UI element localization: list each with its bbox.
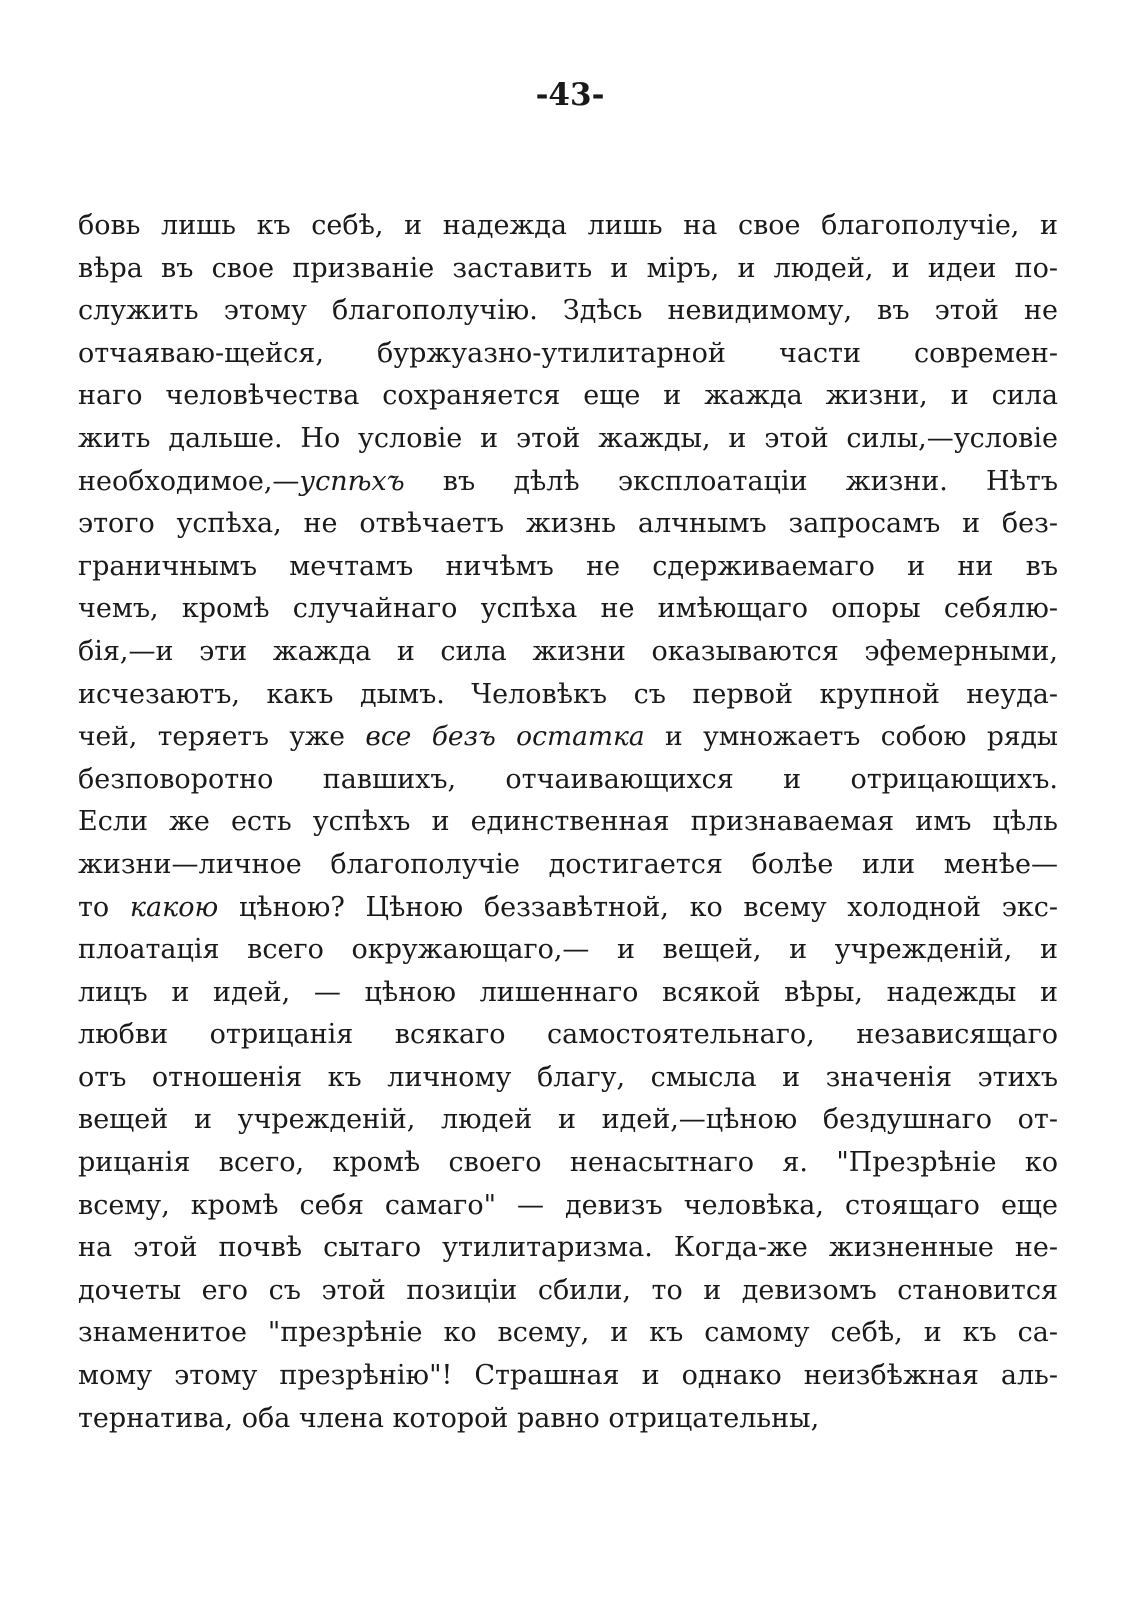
italic-text-segment: успѣхъ <box>299 465 405 497</box>
text-line <box>78 503 1058 546</box>
text-line <box>78 546 1058 589</box>
text-segment: жить дальше. Но условіе и этой жажды, и этой силы,—условіе <box>78 422 1058 454</box>
text-segment: дочеты его съ этой позиціи сбили, то и девизомъ становится <box>78 1274 1058 1306</box>
text-segment: чей, теряетъ уже <box>78 721 366 753</box>
text-segment: этого успѣха, не отвѣчаетъ жизнь алчнымъ запросамъ и без- <box>78 508 1058 540</box>
text-segment: граничнымъ мечтамъ ничѣмъ не сдерживаемаго и ни въ <box>78 550 1058 582</box>
text-segment: отъ отношенія къ личному благу, смысла и значенія этихъ <box>78 1061 1058 1093</box>
text-line <box>78 1355 1058 1398</box>
text-line <box>78 461 1058 504</box>
text-segment: отчаяваю-щейся, буржуазно-утилитарной части современ- <box>78 337 1058 369</box>
page-number: -43- <box>535 77 605 113</box>
text-line <box>78 1270 1058 1313</box>
text-segment: Если же есть успѣхъ и единственная признаваемая имъ цѣль <box>78 806 1058 838</box>
text-segment: и умножаетъ собою ряды <box>644 721 1058 753</box>
text-segment: всему, кромѣ себя самаго" — девизъ человѣка, стоящаго еще <box>78 1189 1058 1221</box>
text-line <box>78 1312 1058 1355</box>
text-segment: мому этому презрѣнію"! Страшная и однако неизбѣжная аль- <box>78 1360 1058 1392</box>
text-line <box>78 674 1058 717</box>
text-segment: бія,—и эти жажда и сила жизни оказываются эфемерными, <box>78 635 1058 667</box>
text-segment: безповоротно павшихъ, отчаивающихся и отрицающихъ. <box>78 763 1058 795</box>
text-segment: то <box>78 891 130 923</box>
text-line <box>78 801 1058 844</box>
text-segment: наго человѣчества сохраняется еще и жажда жизни, и сила <box>78 380 1058 412</box>
text-segment: знаменитое "презрѣніе ко всему, и къ самому себѣ, и къ са- <box>78 1317 1058 1349</box>
text-segment: вѣра въ свое призваніе заставить и міръ, и людей, и идеи по- <box>78 252 1058 284</box>
text-segment: любви отрицанія всякаго самостоятельнаго, независящаго <box>78 1019 1058 1051</box>
text-segment: цѣною? Цѣною беззавѣтной, ко всему холодной экс- <box>218 891 1058 923</box>
text-line <box>78 887 1058 930</box>
text-segment: жизни—личное благополучіе достигается болѣе или менѣе— <box>78 848 1058 880</box>
text-line <box>78 1142 1058 1185</box>
text-segment: необходимое,— <box>78 465 300 497</box>
text-segment: плоатація всего окружающаго,— и вещей, и учрежденій, и <box>78 934 1058 966</box>
body-text <box>78 205 1058 1440</box>
text-line <box>78 418 1058 461</box>
text-segment: исчезаютъ, какъ дымъ. Человѣкъ съ первой крупной неуда- <box>78 678 1058 710</box>
text-segment: тернатива, оба члена которой равно отрицательны, <box>78 1402 820 1434</box>
text-line <box>78 1057 1058 1100</box>
italic-text-segment: все безъ остатка <box>365 721 645 753</box>
text-line <box>78 716 1058 759</box>
text-line <box>78 205 1058 248</box>
text-segment: служить этому благополучію. Здѣсь невидимому, въ этой не <box>78 295 1058 327</box>
text-line <box>78 631 1058 674</box>
text-segment: въ дѣлѣ эксплоатаціи жизни. Нѣтъ <box>404 465 1058 497</box>
text-line <box>78 759 1058 802</box>
text-segment: рицанія всего, кромѣ своего ненасытнаго я. "Презрѣніе ко <box>78 1147 1058 1179</box>
text-segment: чемъ, кромѣ случайнаго успѣха не имѣющаго опоры себялю- <box>78 593 1058 625</box>
text-line <box>78 588 1058 631</box>
text-line <box>78 844 1058 887</box>
italic-text-segment: какою <box>129 891 219 923</box>
text-segment: вещей и учрежденій, людей и идей,—цѣною бездушнаго от- <box>78 1104 1058 1136</box>
text-line <box>78 1185 1058 1228</box>
text-line <box>78 972 1058 1015</box>
text-segment: бовь лишь къ себѣ, и надежда лишь на свое благополучіе, и <box>78 210 1058 241</box>
text-line <box>78 333 1058 376</box>
text-line <box>78 1398 1058 1441</box>
text-line <box>78 929 1058 972</box>
text-line <box>78 290 1058 333</box>
text-segment: на этой почвѣ сытаго утилитаризма. Когда-же жизненные не- <box>78 1232 1058 1264</box>
text-line <box>78 1099 1058 1142</box>
text-line <box>78 1227 1058 1270</box>
text-segment: лицъ и идей, — цѣною лишеннаго всякой вѣры, надежды и <box>78 976 1058 1008</box>
text-line <box>78 1014 1058 1057</box>
text-line <box>78 375 1058 418</box>
text-line <box>78 248 1058 291</box>
